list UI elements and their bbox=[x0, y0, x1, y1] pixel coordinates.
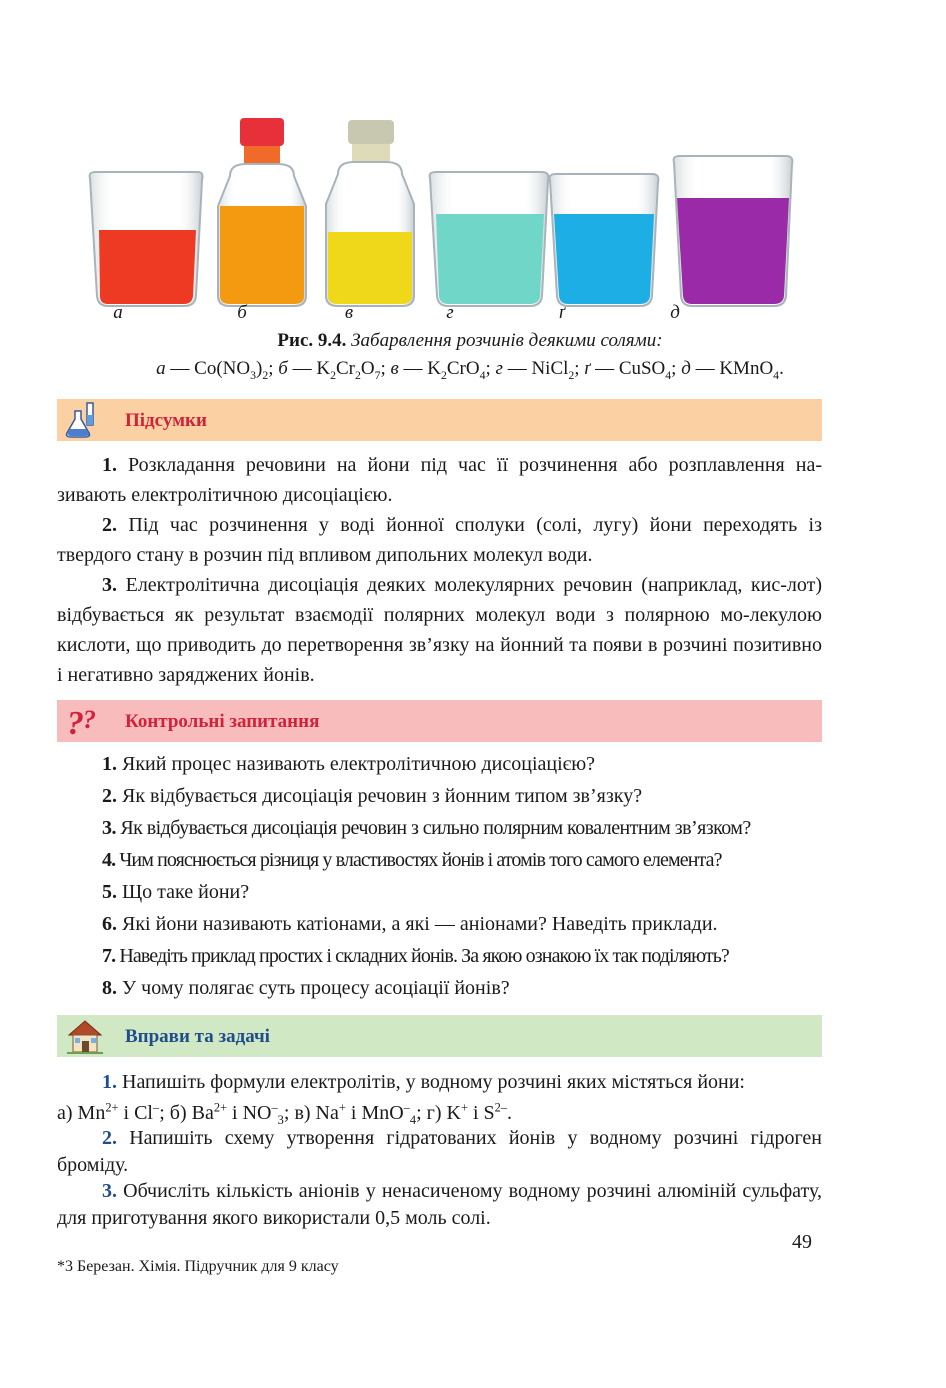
question-7: 7. Наведіть приклад простих і складних йонів. За якою ознакою їх так поділяють? bbox=[102, 945, 729, 967]
exercises-title: Вправи та задачі bbox=[125, 1026, 270, 1047]
question-8: 8. У чому полягає суть процесу асоціації йонів? bbox=[102, 977, 510, 999]
page-number: 49 bbox=[792, 1231, 812, 1253]
beakers-illustration bbox=[80, 110, 820, 310]
question-marks-icon bbox=[65, 702, 105, 740]
figure-letter-d: д bbox=[670, 302, 680, 323]
figure-label: Рис. 9.4. bbox=[277, 330, 347, 351]
solutions-figure bbox=[80, 110, 820, 328]
bottle-v bbox=[326, 120, 414, 306]
exercise-2: 2. Напишіть схему утворення гідратованих йонів у водному розчині гідроген броміду. bbox=[57, 1127, 823, 1176]
exercise-3: 3. Обчисліть кількість аніонів у ненасиченому водному розчині алюміній сульфату, для приготування якого використали 0,5 моль солі. bbox=[57, 1180, 823, 1229]
beaker-g bbox=[430, 172, 549, 306]
summary-item-3: 3. Електролітична дисоціація деяких молекулярних речовин (наприклад, кис-лот) відбувається як результат взаємодії полярних молекул води з полярною мо-лекулою кислоти, що приводить до перетворення зв’язку на йонний та появи в розчині позитивно і негативно заряджених йонів. bbox=[57, 574, 823, 686]
exercise-1: 1. Напишіть формули електролітів, у водному розчині яких містяться йони: bbox=[102, 1071, 745, 1093]
summary-item-2: 2. Під час розчинення у воді йонної сполуки (солі, лугу) йони переходять із твердого стану в розчин під впливом дипольних молекул води. bbox=[57, 514, 823, 566]
exercises-header bbox=[57, 1015, 822, 1057]
figure-letter-v: в bbox=[344, 302, 354, 323]
bottle-b bbox=[218, 118, 306, 306]
question-5: 5. Що таке йони? bbox=[102, 881, 250, 903]
question-3: 3. Як відбувається дисоціація речовин з сильно полярним ковалентним зв’язком? bbox=[102, 817, 751, 839]
figure-title: Забарвлення розчинів деякими солями: bbox=[351, 330, 663, 351]
figure-letter-b: б bbox=[237, 302, 247, 323]
question-6: 6. Які йони називають катіонами, а які — аніонами? Наведіть приклади. bbox=[102, 913, 718, 935]
figure-letter-g: г bbox=[446, 302, 454, 323]
svg-text:?: ? bbox=[83, 705, 96, 734]
question-1: 1. Який процес називають електролітичною дисоціацією? bbox=[102, 753, 596, 775]
flask-icon bbox=[65, 401, 105, 439]
figure-formulas: а — $Co(NO_3)_2$; б — $K_2Cr_2O_7$; в — $K_2CrO_4$; г — NiCl$_2$; ґ — CuSO$_4$; д — KMnO$_4$. bbox=[156, 358, 784, 382]
questions-title: Контрольні запитання bbox=[125, 711, 320, 732]
beaker-ge bbox=[550, 174, 659, 306]
figure-caption bbox=[60, 330, 880, 352]
beaker-d bbox=[674, 156, 793, 306]
summary-title: Підсумки bbox=[125, 410, 207, 431]
question-4: 4. Чим пояснюється різниця у властивостях йонів і атомів того самого елемента? bbox=[102, 849, 722, 871]
exercise-1-ions: а) $Mn^{2+}$ і Cl–; б) $Ba^{2+}$ і $NO^-_3$; в) Na+ і MnO–$_4$; г) K+ і $S^{2-}$. bbox=[57, 1100, 513, 1127]
footer-note: *3 Березан. Хімія. Підручник для 9 класу bbox=[57, 1258, 339, 1275]
figure-letter-ge: ґ bbox=[559, 302, 565, 323]
summary-header bbox=[57, 399, 822, 441]
svg-text:?: ? bbox=[67, 705, 84, 740]
summary-item-1: 1. Розкладання речовини на йони під час її розчинення або розплавлення на-зивають електролітичною дисоціацією. bbox=[57, 454, 822, 506]
question-2: 2. Як відбувається дисоціація речовин з йонним типом зв’язку? bbox=[102, 785, 643, 807]
questions-header bbox=[57, 700, 822, 742]
figure-letter-a: а bbox=[113, 302, 123, 323]
house-icon bbox=[65, 1017, 105, 1055]
beaker-a bbox=[90, 172, 203, 306]
